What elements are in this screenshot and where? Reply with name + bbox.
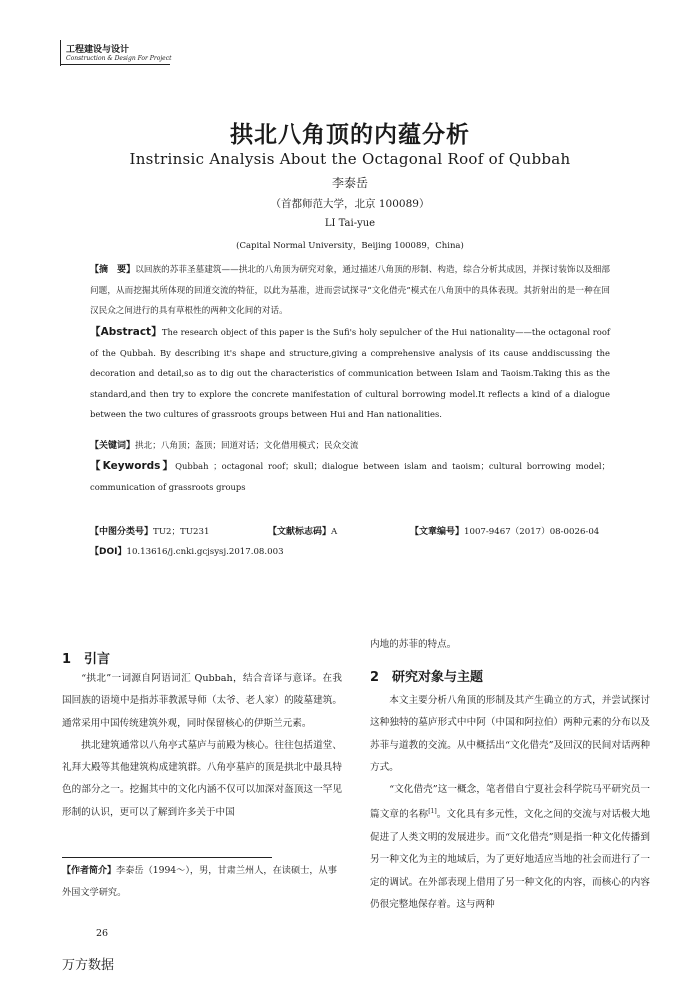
author-note-label: 【作者简介】 — [62, 866, 117, 876]
abstract-cn-label: 【摘 要】 — [90, 265, 136, 275]
abstract-en-text: The research object of this paper is the Sufi's holy sepulcher of the Hui nationality——the octagonal roof of the Qubbah. By describing it's shape and structure,giving a comprehensive analysis of its cause anddiscussing the decoration and detail,so as to dig out the characteristics of communication between Islam and Taoism.Taking this as the standard,and then try to explore the concrete manifestation of cultural borrowing model.It reflects a kind of a dialogue between the two cultures of grassroots groups between Hui and Han nationalities. — [90, 327, 610, 419]
author-note — [62, 860, 342, 904]
author-affiliation-en: (Capital Normal University，Beijing 100089，China) — [236, 241, 464, 251]
section-2-paragraph-1: 本文主要分析八角顶的形制及其产生确立的方式，并尝试探讨这种独特的墓庐形式中中阿（中国和阿拉伯）两种元素的分布以及苏菲与道教的交流。从中概括出“文化借壳”及回汉的民间对话两种方式。 — [370, 695, 650, 773]
document-code: 【文献标志码】A — [268, 527, 338, 537]
citation-1[interactable]: [1] — [428, 808, 437, 816]
paper-title-en: Instrinsic Analysis About the Octagonal Roof of Qubbah — [129, 150, 571, 168]
abstract-en — [90, 322, 610, 425]
section-2-body — [370, 690, 650, 916]
abstract-cn-text: 以回族的苏菲圣墓建筑——拱北的八角顶为研究对象，通过描述八角顶的形制、构造，综合分析其成因，并探讨装饰以及细部问题，从而挖掘其所体现的回道交流的特征，以此为基准，进而尝试探寻“文化借壳”模式在八角顶中的具体表现。其折射出的是一种在回汉民众之间进行的具有草根性的两种文化间的对话。 — [90, 265, 610, 316]
right-column-continuation — [370, 634, 650, 656]
journal-name-cn: 工程建设与设计 — [66, 45, 130, 55]
section-1-paragraph-2: 拱北建筑通常以八角亭式墓庐与前殿为核心。往往包括道堂、礼拜大殿等其他建筑构成建筑群。八角亭墓庐的顶是拱北中最具特色的部分之一。挖掘其中的文化内涵不仅可以加深对盔顶这一罕见形制的认识，更可以了解到许多关于中国 — [62, 739, 342, 818]
section-1-continuation: 内地的苏菲的特点。 — [370, 639, 457, 650]
section-1-body — [62, 668, 342, 824]
clc-number: 【中图分类号】TU2；TU231 — [90, 527, 210, 537]
keywords-en-label: 【Keywords】 — [90, 460, 176, 472]
section-2-heading: 2 研究对象与主题 — [370, 670, 484, 685]
keywords-cn-text: 拱北；八角顶；盔顶；回道对话；文化借用模式；民众交流 — [135, 441, 359, 451]
doi-row — [90, 544, 284, 557]
watermark-footer: 万方数据 — [62, 958, 115, 973]
author-name-en: LI Tai-yue — [324, 218, 376, 229]
section-1-heading: 1 引言 — [62, 652, 111, 667]
doi-label: 【DOI】 — [90, 547, 127, 557]
header-vertical-rule — [60, 40, 61, 66]
keywords-cn-label: 【关键词】 — [90, 441, 136, 451]
keywords-cn — [90, 436, 610, 457]
author-note-text: 李泰岳（1994～），男，甘肃兰州人，在读硕士，从事外国文学研究。 — [62, 865, 337, 898]
abstract-en-label: 【Abstract】 — [90, 326, 162, 338]
keywords-en-text: Qubbah ；octagonal roof；skull；dialogue between islam and taoism；cultural borrowing model；communication of grassroots groups — [90, 461, 610, 492]
header-underline — [60, 64, 170, 65]
article-number: 【文章编号】1007-9467（2017）08-0026-04 — [410, 527, 600, 537]
doi-value: 10.13616/j.cnki.gcjsysj.2017.08.003 — [126, 547, 284, 557]
paper-title-cn: 拱北八角顶的内蕴分析 — [230, 122, 470, 148]
author-name-cn: 李泰岳 — [331, 176, 368, 190]
page-number: 26 — [96, 928, 109, 939]
abstract-cn — [90, 260, 610, 322]
journal-name-en: Construction & Design For Project — [66, 55, 172, 62]
keywords-en — [90, 456, 610, 497]
section-1-paragraph-1: “拱北”一词源自阿语词汇 Qubbah，结合音译与意译。在我国回族的语境中是指苏菲教派导师（太爷、老人家）的陵墓建筑。通常采用中国传统建筑外观，同时保留核心的伊斯兰元素。 — [62, 673, 342, 729]
footnote-rule — [62, 857, 272, 858]
author-affiliation-cn: （首都师范大学，北京 100089） — [270, 198, 430, 210]
section-2-paragraph-2: “文化借壳”这一概念，笔者借自宁夏社会科学院马平研究员一篇文章的名称[1]。文化具有多元性，文化之间的交流与对话极大地促进了人类文明的发展进步。而“文化借壳”则是指一种文化传播到另一种文化为主的地域后，为了更好地适应当地的社会而进行了一定的调试。在外部表现上借用了另一种文化的内容，而核心的内容仍很完整地保存着。这与两种 — [370, 784, 651, 910]
